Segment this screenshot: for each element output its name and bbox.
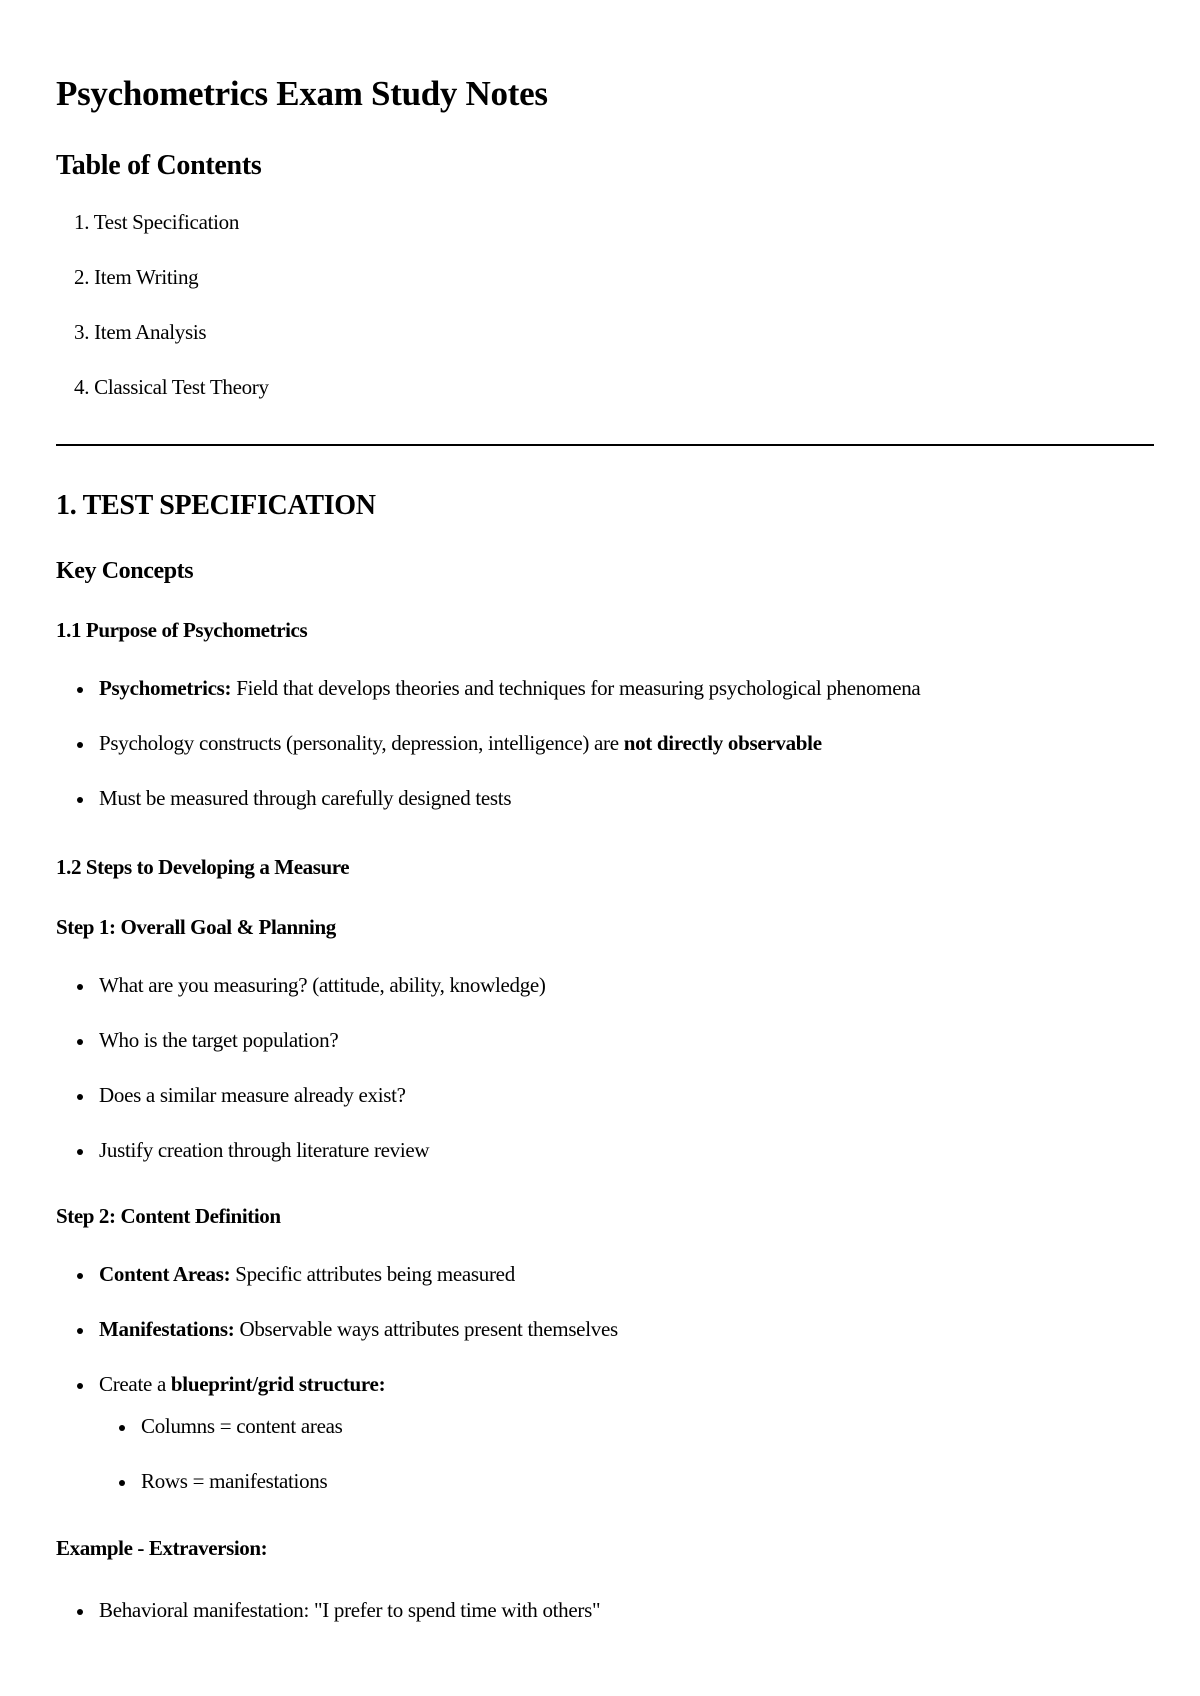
toc-item-label: Classical Test Theory (94, 375, 269, 399)
toc-item-number: 3. (74, 320, 90, 344)
toc-item-1[interactable] (74, 210, 239, 235)
toc-item-label: Item Writing (94, 265, 199, 289)
term-label: Psychometrics: (99, 676, 232, 700)
list-item (99, 676, 920, 701)
term-label: Content Areas: (99, 1262, 231, 1286)
toc-item-number: 1. (74, 210, 90, 234)
list-item (99, 1372, 385, 1397)
item-text: Justify creation through literature review (99, 1138, 430, 1162)
item-text: Does a similar measure already exist? (99, 1083, 406, 1107)
item-text: Must be measured through carefully designed tests (99, 786, 512, 810)
toc-heading: Table of Contents (56, 150, 262, 181)
nested-list-item (141, 1414, 342, 1439)
term-definition: Specific attributes being measured (230, 1262, 515, 1286)
toc-item-label: Test Specification (93, 210, 240, 234)
item-text: Behavioral manifestation: "I prefer to spend time with others" (99, 1598, 601, 1622)
list-item (99, 1083, 406, 1108)
list-item (99, 973, 546, 998)
toc-item-number: 4. (74, 375, 90, 399)
list-item (99, 1598, 600, 1623)
key-concepts-heading: Key Concepts (56, 558, 194, 584)
list-item (99, 786, 511, 811)
item-text: Columns = content areas (141, 1414, 343, 1438)
item-text: Psychology constructs (personality, depression, intelligence) are (99, 731, 624, 755)
nested-list-item (141, 1469, 327, 1494)
term-label: Manifestations: (99, 1317, 235, 1341)
list-item (99, 731, 822, 756)
item-text: Rows = manifestations (141, 1469, 328, 1493)
toc-item-number: 2. (74, 265, 90, 289)
subsection-1-1-heading: 1.1 Purpose of Psychometrics (56, 618, 308, 642)
list-item (99, 1262, 515, 1287)
emphasis-text: not directly observable (623, 731, 822, 755)
example-heading: Example - Extraversion: (56, 1536, 268, 1560)
horizontal-divider (56, 444, 1154, 446)
toc-item-2[interactable] (74, 265, 198, 290)
document-title: Psychometrics Exam Study Notes (56, 74, 548, 113)
term-definition: Observable ways attributes present themselves (234, 1317, 618, 1341)
list-item (99, 1317, 618, 1342)
toc-item-label: Item Analysis (94, 320, 207, 344)
step-2-heading: Step 2: Content Definition (56, 1204, 281, 1228)
toc-item-3[interactable] (74, 320, 206, 345)
step-1-heading: Step 1: Overall Goal & Planning (56, 915, 336, 939)
term-definition: Field that develops theories and techniques for measuring psychological phenomena (231, 676, 921, 700)
subsection-1-2-heading: 1.2 Steps to Developing a Measure (56, 855, 350, 879)
item-text: What are you measuring? (attitude, ability, knowledge) (99, 973, 546, 997)
item-text: Who is the target population? (99, 1028, 339, 1052)
emphasis-text: blueprint/grid structure: (170, 1372, 386, 1396)
item-text: Create a (99, 1372, 171, 1396)
section-1-heading: 1. TEST SPECIFICATION (56, 490, 376, 521)
toc-item-4[interactable] (74, 375, 269, 400)
list-item (99, 1138, 429, 1163)
list-item (99, 1028, 338, 1053)
